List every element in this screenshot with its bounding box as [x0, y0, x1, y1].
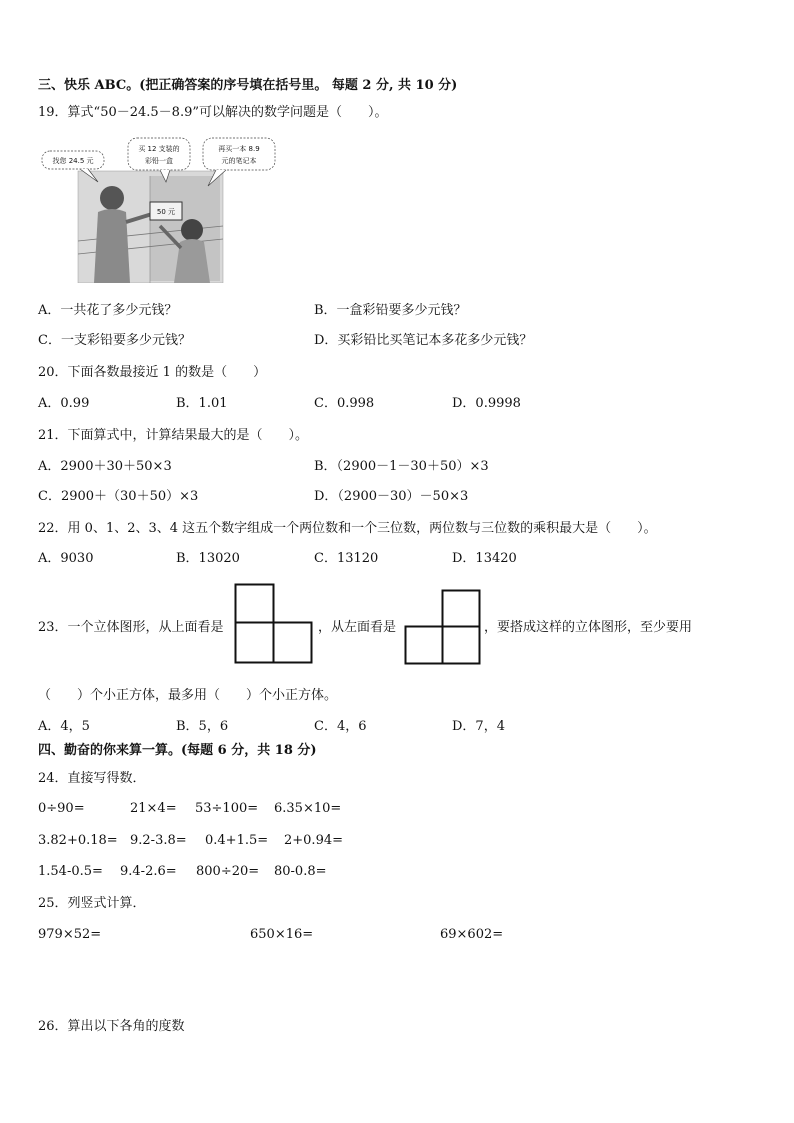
board-text: 50 元 [156, 208, 176, 216]
question-26-stem: 26．算出以下各角的度数 [38, 1019, 185, 1034]
q20-option-c[interactable]: C．0.998 [314, 396, 375, 411]
q19-option-b[interactable]: B．一盒彩铅要多少元钱？ [314, 303, 467, 318]
q23-option-d[interactable]: D．7，4 [452, 719, 505, 734]
bubble-1-line: 找您 24.5 元 [52, 157, 94, 165]
q23-option-a[interactable]: A．4，5 [38, 719, 90, 734]
question-23-part-3: ，要搭成这样的立体图形，至少要用 [484, 620, 693, 635]
q24-item: 6.35×10= [274, 801, 342, 816]
section-heading-4: 四、勤奋的你来算一算。(每题 6 分，共 18 分) [38, 743, 317, 758]
question-19-illustration [40, 136, 285, 283]
q19-option-a[interactable]: A．一共花了多少元钱？ [38, 303, 178, 318]
q24-item: 3.82+0.18= [38, 833, 118, 848]
q24-item: 9.4-2.6= [120, 864, 177, 879]
q24-item: 2+0.94= [284, 833, 344, 848]
q25-item: 650×16= [250, 927, 314, 942]
q21-option-c[interactable]: C．2900＋（30＋50）×3 [38, 489, 199, 504]
q24-item: 9.2-3.8= [130, 833, 187, 848]
question-22-stem: 22．用 0、1、2、3、4 这五个数字组成一个两位数和一个三位数，两位数与三位数的乘积最大是（ ）。 [38, 521, 657, 536]
question-19-stem: 19．算式“50－24.5－8.9”可以解决的数学问题是（ ）。 [38, 105, 388, 120]
bubble-3-line-2: 元的笔记本 [221, 157, 257, 165]
section-heading-3: 三、快乐 ABC。(把正确答案的序号填在括号里。 每题 2 分, 共 10 分) [38, 78, 458, 93]
q21-option-d[interactable]: D．（2900－30）－50×3 [314, 489, 469, 504]
question-24-stem: 24．直接写得数． [38, 771, 146, 786]
bubble-2-line-1: 买 12 支装的 [138, 145, 180, 153]
question-21-stem: 21．下面算式中，计算结果最大的是（ ）。 [38, 428, 309, 443]
q24-item: 0.4+1.5= [205, 833, 269, 848]
q21-option-a[interactable]: A．2900＋30＋50×3 [38, 459, 172, 474]
q19-option-c[interactable]: C．一支彩铅要多少元钱？ [38, 333, 191, 348]
left-view-figure [404, 589, 482, 665]
q20-option-d[interactable]: D．0.9998 [452, 396, 521, 411]
q25-item: 979×52= [38, 927, 102, 942]
q20-option-a[interactable]: A．0.99 [38, 396, 90, 411]
bubble-3-line-1: 再买一本 8.9 [218, 145, 260, 153]
q24-item: 1.54-0.5= [38, 864, 103, 879]
q23-option-b[interactable]: B．5，6 [176, 719, 229, 734]
q25-item: 69×602= [440, 927, 504, 942]
q22-option-a[interactable]: A．9030 [38, 551, 94, 566]
q23-option-c[interactable]: C．4，6 [314, 719, 367, 734]
q20-option-b[interactable]: B．1.01 [176, 396, 228, 411]
q21-option-b[interactable]: B．（2900－1－30＋50）×3 [314, 459, 489, 474]
q19-option-d[interactable]: D．买彩铅比买笔记本多花多少元钱？ [314, 333, 533, 348]
q22-option-c[interactable]: C．13120 [314, 551, 379, 566]
q22-option-b[interactable]: B．13020 [176, 551, 240, 566]
q24-item: 0÷90= [38, 801, 85, 816]
question-20-stem: 20．下面各数最接近 1 的数是（ ） [38, 365, 267, 380]
bubble-2-line-2: 彩铅一盒 [145, 157, 173, 165]
top-view-figure [234, 583, 314, 665]
q24-item: 800÷20= [196, 864, 260, 879]
q24-item: 80-0.8= [274, 864, 327, 879]
question-23-line-2: （ ）个小正方体，最多用（ ）个小正方体。 [38, 688, 338, 703]
q22-option-d[interactable]: D．13420 [452, 551, 517, 566]
question-23-part-1: 23．一个立体图形，从上面看是 [38, 620, 224, 635]
question-25-stem: 25．列竖式计算． [38, 896, 146, 911]
q24-item: 53÷100= [195, 801, 259, 816]
q24-item: 21×4= [130, 801, 177, 816]
question-23-part-2: ，从左面看是 [318, 620, 397, 635]
